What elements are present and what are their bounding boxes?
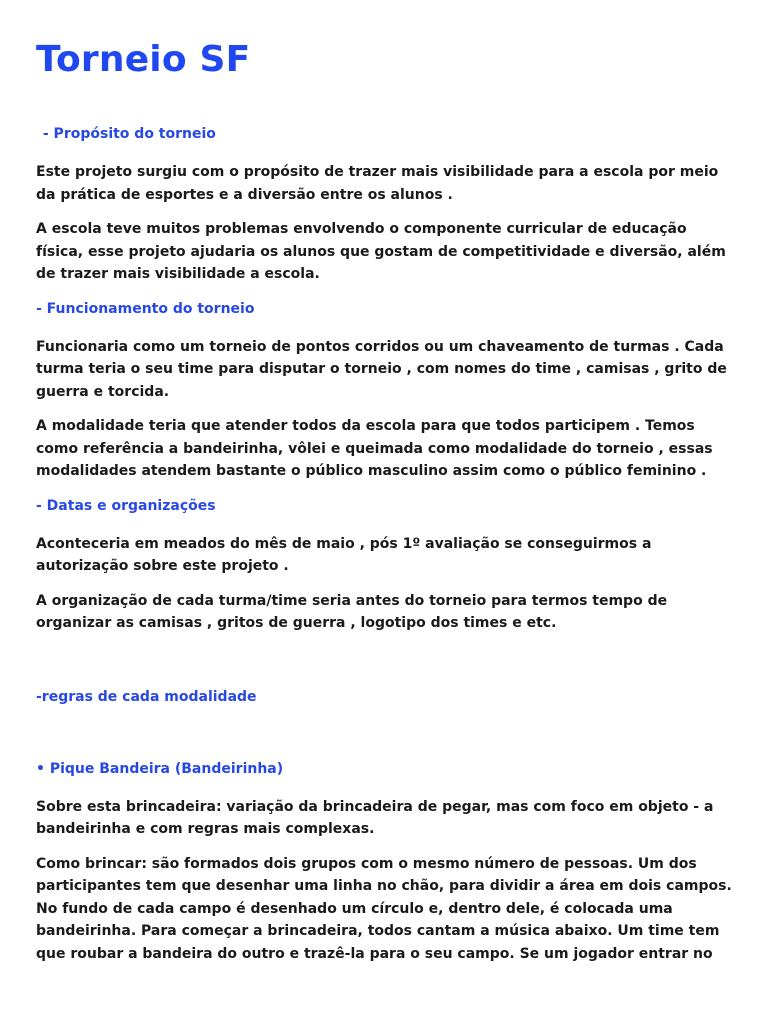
paragraph-problemas: A escola teve muitos problemas envolvendo o componente curricular de educação física, esse projeto ajudaria os alunos que gostam de competitividade e diversão, além de trazer mais visibilidade a escola. — [36, 221, 726, 282]
section-heading-regras: -regras de cada modalidade — [36, 688, 257, 705]
paragraph-sobre-brincadeira: Sobre esta brincadeira: variação da brincadeira de pegar, mas com foco em objeto - a bandeirinha e com regras mais complexas. — [36, 798, 714, 837]
paragraph-como-brincar: Como brincar: são formados dois grupos com o mesmo número de pessoas. Um dos participantes tem que desenhar uma linha no chão, para dividir a área em dois campos. No fundo de cada campo é desenhado um círculo e, dentro dele, é colocada uma bandeirinha. Para começar a brincadeira, todos cantam a música abaixo. Um time tem que roubar a bandeira do outro e trazê-la para o seu campo. Se um jogador entrar no — [36, 855, 732, 962]
paragraph-organizacao: A organização de cada turma/time seria antes do torneio para termos tempo de organizar as camisas , gritos de guerra , logotipo dos times e etc. — [36, 592, 668, 631]
section-heading-funcionamento: - Funcionamento do torneio — [36, 300, 255, 317]
document-title: Torneio SF — [36, 39, 251, 80]
paragraph-proposito: Este projeto surgiu com o propósito de trazer mais visibilidade para a escola por meio da prática de esportes e a diversão entre os alunos . — [36, 164, 719, 203]
section-heading-proposito: - Propósito do torneio — [38, 126, 216, 142]
section-heading-pique-bandeira: • Pique Bandeira (Bandeirinha) — [36, 760, 284, 777]
paragraph-datas: Aconteceria em meados do mês de maio , pós 1º avaliação se conseguirmos a autorização sobre este projeto . — [36, 535, 652, 574]
section-heading-datas: - Datas e organizações — [36, 497, 216, 514]
paragraph-funcionamento: Funcionaria como um torneio de pontos corridos ou um chaveamento de turmas . Cada turma teria o seu time para disputar o torneio , com nomes do time , camisas , grito de guerra e torcida. — [36, 338, 727, 400]
paragraph-modalidade: A modalidade teria que atender todos da escola para que todos participem . Temos como referência a bandeirinha, vôlei e queimada como modalidade do torneio , essas modalidades atendem bastante o público masculino assim como o público feminino . — [36, 418, 713, 479]
